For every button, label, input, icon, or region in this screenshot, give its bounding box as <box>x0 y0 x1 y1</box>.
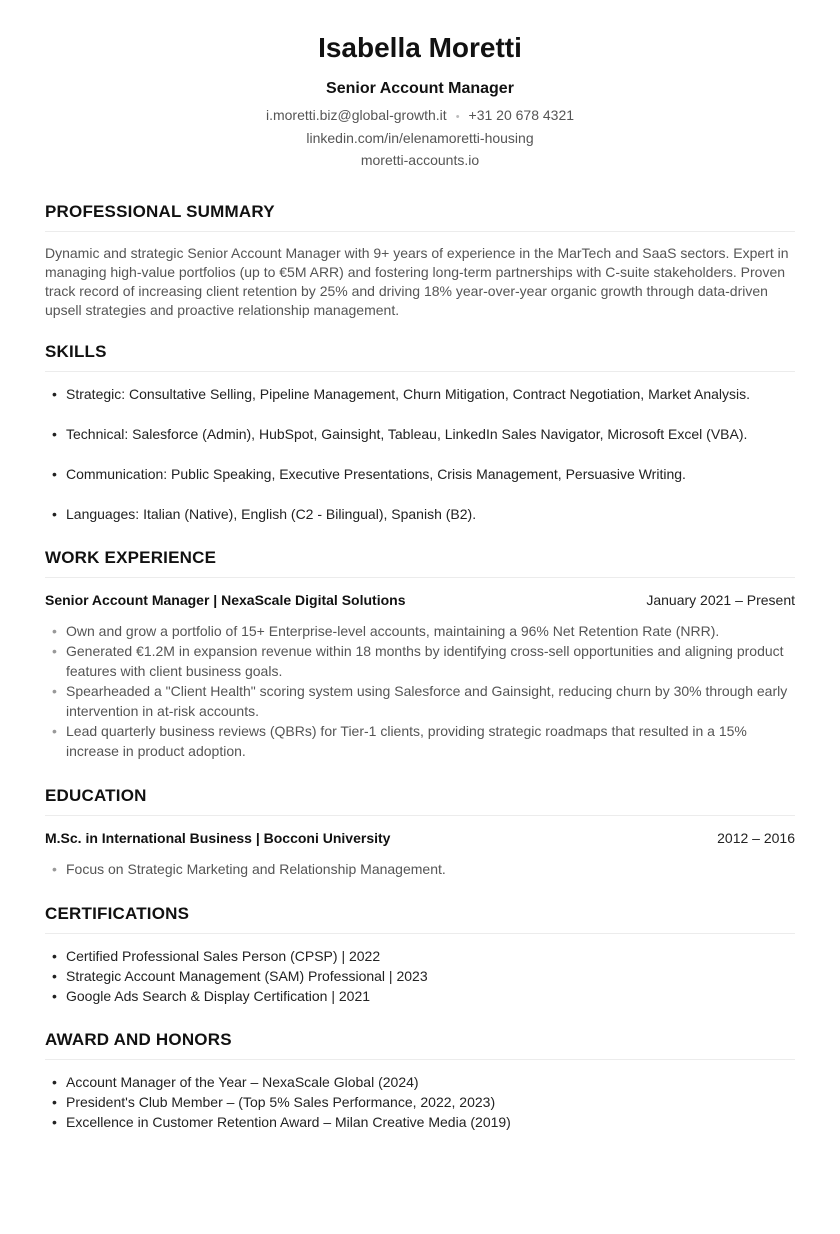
list-item: • Communication: Public Speaking, Executive Presentations, Crisis Management, Persuasive Writing. <box>45 464 795 484</box>
section-title: CERTIFICATIONS <box>45 903 795 934</box>
section-title: WORK EXPERIENCE <box>45 547 795 578</box>
email-link[interactable]: i.moretti.biz@global-growth.it <box>265 107 447 123</box>
job-date: January 2021 – Present <box>646 592 795 608</box>
phone-number: +31 20 678 4321 <box>468 107 575 123</box>
list-item: • Account Manager of the Year – NexaScale Global (2024) <box>45 1072 795 1092</box>
degree-date: 2012 – 2016 <box>717 830 795 846</box>
list-item: • Generated €1.2M in expansion revenue within 18 months by identifying cross-sell opportunities and aligning product features with client business goals. <box>45 641 795 681</box>
list-item: • Excellence in Customer Retention Award – Milan Creative Media (2019) <box>45 1112 795 1132</box>
website-link[interactable]: moretti-accounts.io <box>360 152 480 168</box>
awards-section <box>45 1029 795 1132</box>
skills-section <box>45 341 795 544</box>
degree-title: M.Sc. in International Business | Bocconi University <box>45 830 391 846</box>
section-title: AWARD AND HONORS <box>45 1029 795 1060</box>
list-item: • Focus on Strategic Marketing and Relationship Management. <box>45 859 795 879</box>
skills-list <box>45 384 795 524</box>
education-section <box>45 785 795 879</box>
summary-section <box>45 201 795 320</box>
list-item: • President's Club Member – (Top 5% Sales Performance, 2022, 2023) <box>45 1092 795 1112</box>
list-item: • Own and grow a portfolio of 15+ Enterprise-level accounts, maintaining a 96% Net Retention Rate (NRR). <box>45 621 795 641</box>
degree-header <box>45 828 795 848</box>
certifications-list <box>45 946 795 1006</box>
list-item: • Languages: Italian (Native), English (C2 - Bilingual), Spanish (B2). <box>45 504 795 524</box>
awards-list <box>45 1072 795 1132</box>
experience-section <box>45 547 795 761</box>
summary-text: Dynamic and strategic Senior Account Manager with 9+ years of experience in the MarTech and SaaS sectors. Expert in managing high-value portfolios (up to €5M ARR) and fostering long-term partnerships with C-suite stakeholders. Proven track record of increasing client retention by 25% and driving 18% year-over-year organic growth through data-driven upsell strategies and proactive relationship management. <box>45 245 789 318</box>
education-bullets <box>45 859 795 879</box>
list-item: • Lead quarterly business reviews (QBRs) for Tier-1 clients, providing strategic roadmaps that resulted in a 15% increase in product adoption. <box>45 721 795 761</box>
job-title: Senior Account Manager <box>326 80 514 97</box>
separator-dot: • <box>455 111 460 123</box>
candidate-name: Isabella Moretti <box>318 32 522 63</box>
job-header <box>45 590 795 610</box>
list-item: • Technical: Salesforce (Admin), HubSpot, Gainsight, Tableau, LinkedIn Sales Navigator, Microsoft Excel (VBA). <box>45 424 795 444</box>
section-title: PROFESSIONAL SUMMARY <box>45 201 795 232</box>
resume-header <box>0 0 840 171</box>
section-title: EDUCATION <box>45 785 795 816</box>
list-item: • Strategic Account Management (SAM) Professional | 2023 <box>45 966 795 986</box>
contact-line <box>0 105 840 128</box>
job-role: Senior Account Manager | NexaScale Digital Solutions <box>45 592 406 608</box>
list-item: • Spearheaded a "Client Health" scoring system using Salesforce and Gainsight, reducing churn by 30% through early intervention in at-risk accounts. <box>45 681 795 721</box>
list-item: • Strategic: Consultative Selling, Pipeline Management, Churn Mitigation, Contract Negotiation, Market Analysis. <box>45 384 795 404</box>
section-title: SKILLS <box>45 341 795 372</box>
certifications-section <box>45 903 795 1006</box>
list-item: • Certified Professional Sales Person (CPSP) | 2022 <box>45 946 795 966</box>
job-bullets <box>45 621 795 761</box>
list-item: • Google Ads Search & Display Certification | 2021 <box>45 986 795 1006</box>
linkedin-link[interactable]: linkedin.com/in/elenamoretti-housing <box>306 130 534 146</box>
